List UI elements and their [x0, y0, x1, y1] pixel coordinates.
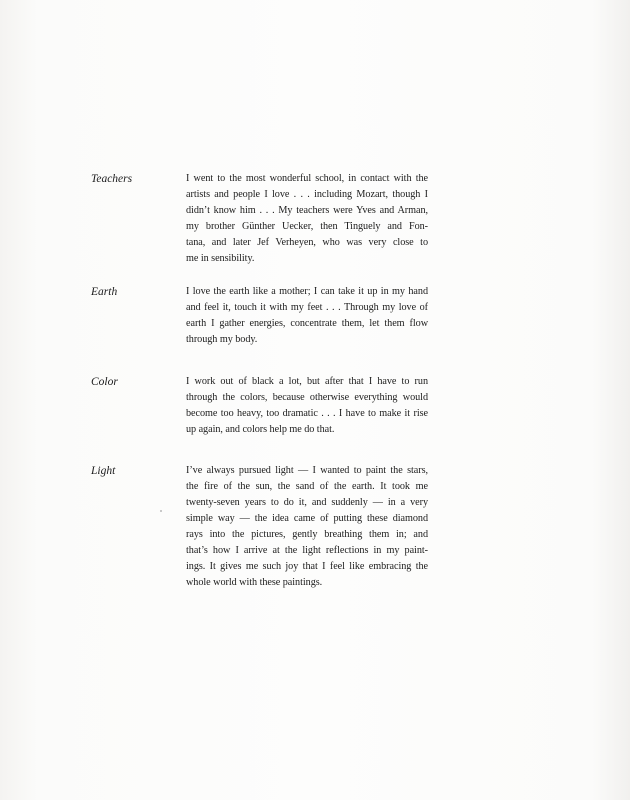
entry-text	[186, 171, 428, 267]
entry-label: Light	[91, 465, 116, 477]
text-line: my brother Günther Uecker, then Tinguely and Fon-	[186, 221, 428, 232]
text-line: me in sensibility.	[186, 253, 255, 264]
text-line: and feel it, touch it with my feet . . . Through my love of	[186, 302, 428, 313]
text-line: up again, and colors help me do that.	[186, 424, 335, 435]
text-line: through my body.	[186, 334, 258, 345]
text-line: become too heavy, too dramatic . . . I have to make it rise	[186, 408, 428, 419]
text-line: that’s how I arrive at the light reflections in my paint-	[186, 545, 428, 556]
text-line: I work out of black a lot, but after that I have to run	[186, 376, 428, 387]
text-line: I love the earth like a mother; I can take it up in my hand	[186, 286, 428, 297]
text-line: I’ve always pursued light — I wanted to paint the stars,	[186, 465, 428, 476]
entry-label: Teachers	[91, 173, 133, 185]
entry-text	[186, 374, 428, 438]
text-line: ings. It gives me such joy that I feel like embracing the	[186, 561, 428, 572]
text-line: the fire of the sun, the sand of the earth. It took me	[186, 481, 428, 492]
text-line: I went to the most wonderful school, in contact with the	[186, 173, 428, 184]
text-line: didn’t know him . . . My teachers were Yves and Arman,	[186, 205, 428, 216]
text-line: twenty-seven years to do it, and suddenly — in a very	[186, 497, 428, 508]
entry-text	[186, 284, 428, 348]
text-line: artists and people I love . . . including Mozart, though I	[186, 189, 428, 200]
text-line: earth I gather energies, concentrate them, let them flow	[186, 318, 428, 329]
text-line: through the colors, because otherwise everything would	[186, 392, 428, 403]
text-line: tana, and later Jef Verheyen, who was very close to	[186, 237, 428, 248]
text-line: rays into the pictures, gently breathing them in; and	[186, 529, 428, 540]
entry-text	[186, 463, 428, 591]
entry-label: Earth	[91, 286, 118, 298]
entry-label: Color	[91, 376, 118, 388]
paper-speck	[160, 510, 162, 512]
text-line: whole world with these paintings.	[186, 577, 323, 588]
text-line: simple way — the idea came of putting these diamond	[186, 513, 428, 524]
